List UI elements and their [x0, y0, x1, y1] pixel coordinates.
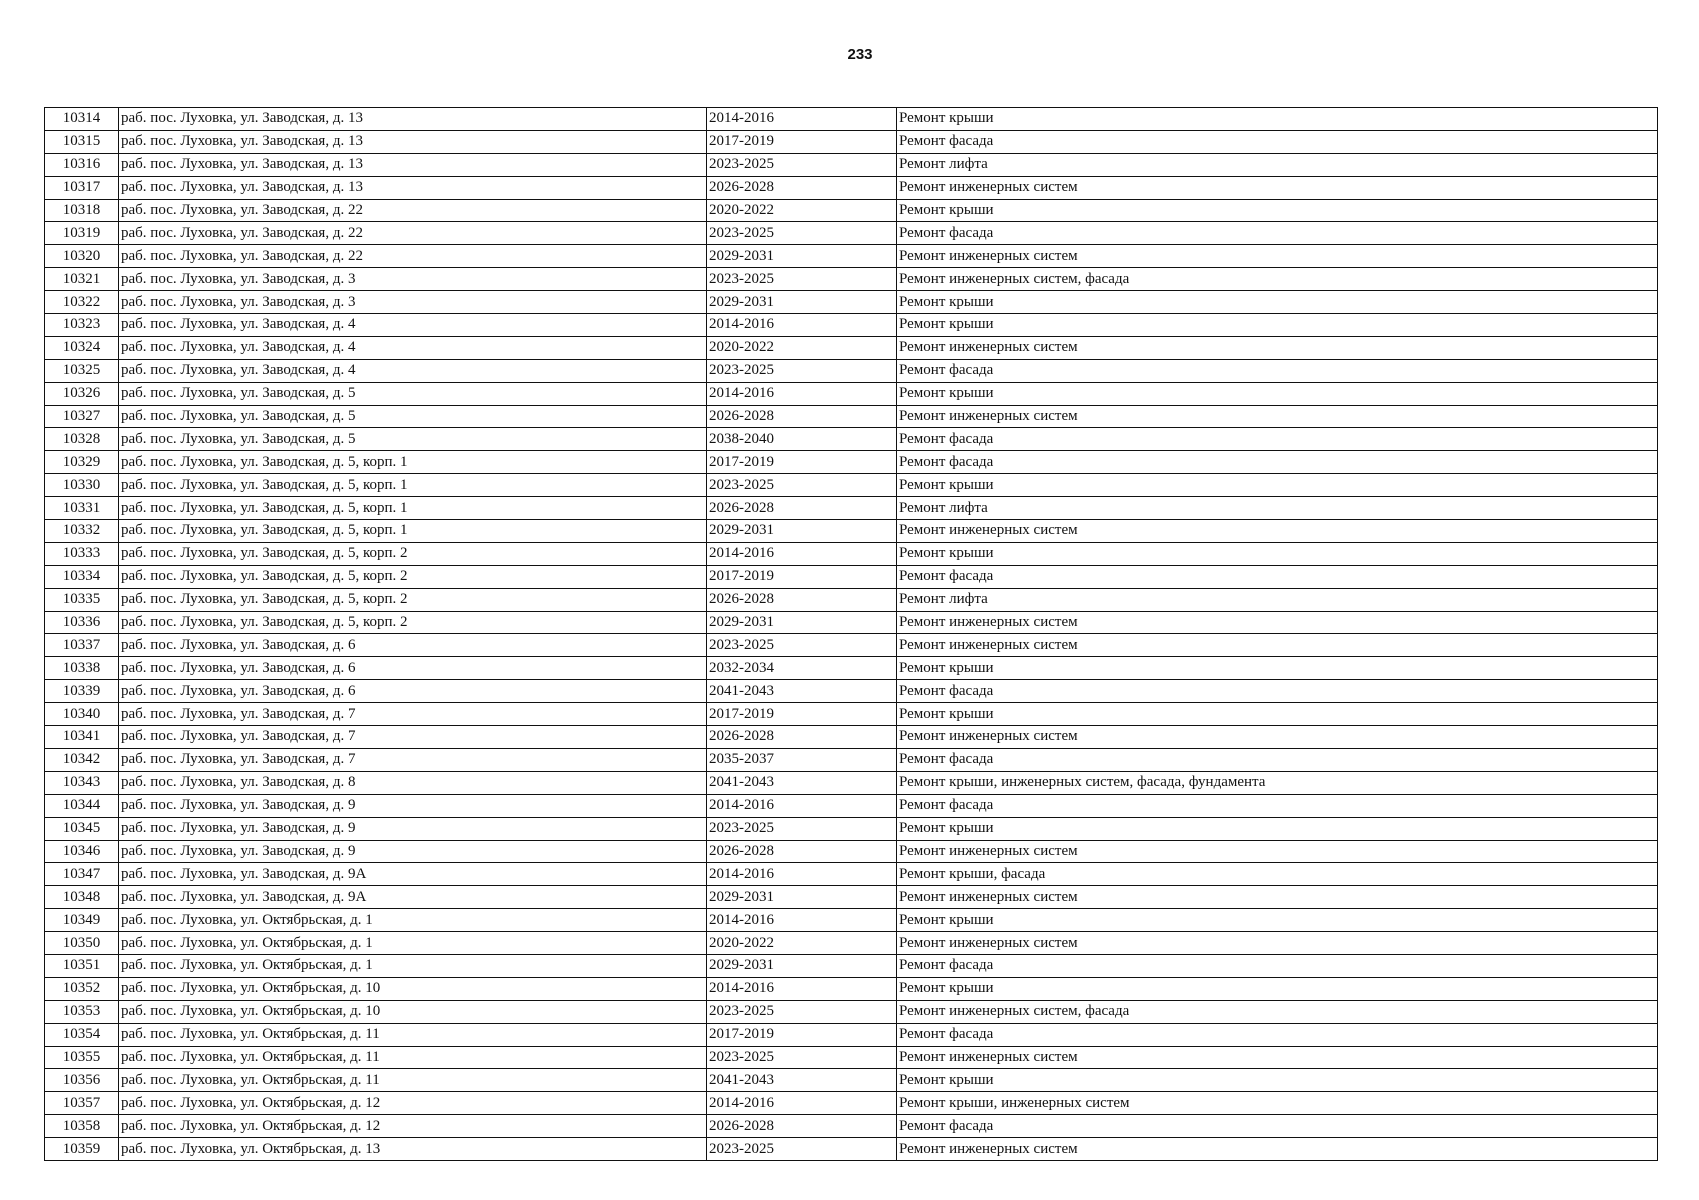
- table-row: [45, 954, 1658, 977]
- table-row: [45, 817, 1658, 840]
- period-cell: 2026-2028: [707, 588, 897, 611]
- row-number-cell: 10334: [45, 565, 119, 588]
- address-cell: раб. пос. Луховка, ул. Заводская, д. 4: [119, 359, 707, 382]
- work-type-cell: Ремонт инженерных систем: [897, 611, 1658, 634]
- row-number-cell: 10357: [45, 1092, 119, 1115]
- address-cell: раб. пос. Луховка, ул. Октябрьская, д. 1: [119, 954, 707, 977]
- table-row: [45, 588, 1658, 611]
- period-cell: 2026-2028: [707, 405, 897, 428]
- work-type-cell: Ремонт крыши: [897, 108, 1658, 131]
- table-row: [45, 291, 1658, 314]
- period-cell: 2014-2016: [707, 542, 897, 565]
- address-cell: раб. пос. Луховка, ул. Октябрьская, д. 13: [119, 1138, 707, 1161]
- work-type-cell: Ремонт крыши: [897, 817, 1658, 840]
- period-cell: 2023-2025: [707, 634, 897, 657]
- row-number-cell: 10317: [45, 176, 119, 199]
- address-cell: раб. пос. Луховка, ул. Заводская, д. 5: [119, 428, 707, 451]
- work-type-cell: Ремонт инженерных систем: [897, 176, 1658, 199]
- row-number-cell: 10350: [45, 932, 119, 955]
- address-cell: раб. пос. Луховка, ул. Заводская, д. 5, корп. 2: [119, 588, 707, 611]
- row-number-cell: 10355: [45, 1046, 119, 1069]
- address-cell: раб. пос. Луховка, ул. Заводская, д. 13: [119, 130, 707, 153]
- address-cell: раб. пос. Луховка, ул. Заводская, д. 5, корп. 2: [119, 611, 707, 634]
- period-cell: 2014-2016: [707, 977, 897, 1000]
- address-cell: раб. пос. Луховка, ул. Заводская, д. 4: [119, 336, 707, 359]
- period-cell: 2023-2025: [707, 1138, 897, 1161]
- row-number-cell: 10335: [45, 588, 119, 611]
- period-cell: 2014-2016: [707, 794, 897, 817]
- work-type-cell: Ремонт фасада: [897, 565, 1658, 588]
- address-cell: раб. пос. Луховка, ул. Заводская, д. 13: [119, 153, 707, 176]
- work-type-cell: Ремонт инженерных систем: [897, 520, 1658, 543]
- table-row: [45, 1138, 1658, 1161]
- period-cell: 2026-2028: [707, 726, 897, 749]
- row-number-cell: 10345: [45, 817, 119, 840]
- address-cell: раб. пос. Луховка, ул. Октябрьская, д. 11: [119, 1069, 707, 1092]
- address-cell: раб. пос. Луховка, ул. Заводская, д. 9: [119, 840, 707, 863]
- work-type-cell: Ремонт фасада: [897, 1023, 1658, 1046]
- row-number-cell: 10324: [45, 336, 119, 359]
- row-number-cell: 10359: [45, 1138, 119, 1161]
- address-cell: раб. пос. Луховка, ул. Заводская, д. 5, корп. 1: [119, 520, 707, 543]
- work-type-cell: Ремонт крыши, инженерных систем: [897, 1092, 1658, 1115]
- row-number-cell: 10356: [45, 1069, 119, 1092]
- work-type-cell: Ремонт фасада: [897, 222, 1658, 245]
- row-number-cell: 10347: [45, 863, 119, 886]
- table-row: [45, 359, 1658, 382]
- work-type-cell: Ремонт крыши: [897, 382, 1658, 405]
- work-type-cell: Ремонт инженерных систем: [897, 886, 1658, 909]
- period-cell: 2017-2019: [707, 451, 897, 474]
- page-number: 233: [847, 46, 873, 63]
- table-row: [45, 886, 1658, 909]
- address-cell: раб. пос. Луховка, ул. Заводская, д. 7: [119, 748, 707, 771]
- row-number-cell: 10323: [45, 314, 119, 337]
- table-row: [45, 520, 1658, 543]
- row-number-cell: 10341: [45, 726, 119, 749]
- period-cell: 2029-2031: [707, 954, 897, 977]
- period-cell: 2014-2016: [707, 909, 897, 932]
- address-cell: раб. пос. Луховка, ул. Заводская, д. 6: [119, 634, 707, 657]
- work-type-cell: Ремонт крыши: [897, 291, 1658, 314]
- row-number-cell: 10338: [45, 657, 119, 680]
- work-type-cell: Ремонт фасада: [897, 359, 1658, 382]
- work-type-cell: Ремонт крыши: [897, 474, 1658, 497]
- work-type-cell: Ремонт инженерных систем: [897, 336, 1658, 359]
- address-cell: раб. пос. Луховка, ул. Заводская, д. 13: [119, 108, 707, 131]
- table-row: [45, 726, 1658, 749]
- table-row: [45, 130, 1658, 153]
- period-cell: 2023-2025: [707, 474, 897, 497]
- address-cell: раб. пос. Луховка, ул. Октябрьская, д. 11: [119, 1023, 707, 1046]
- address-cell: раб. пос. Луховка, ул. Заводская, д. 6: [119, 657, 707, 680]
- row-number-cell: 10322: [45, 291, 119, 314]
- work-type-cell: Ремонт инженерных систем: [897, 405, 1658, 428]
- table-row: [45, 1046, 1658, 1069]
- table-row: [45, 634, 1658, 657]
- row-number-cell: 10329: [45, 451, 119, 474]
- work-type-cell: Ремонт крыши: [897, 542, 1658, 565]
- work-type-cell: Ремонт инженерных систем: [897, 245, 1658, 268]
- address-cell: раб. пос. Луховка, ул. Заводская, д. 5, корп. 1: [119, 474, 707, 497]
- period-cell: 2014-2016: [707, 314, 897, 337]
- address-cell: раб. пос. Луховка, ул. Заводская, д. 13: [119, 176, 707, 199]
- row-number-cell: 10328: [45, 428, 119, 451]
- period-cell: 2026-2028: [707, 840, 897, 863]
- period-cell: 2041-2043: [707, 680, 897, 703]
- work-type-cell: Ремонт лифта: [897, 497, 1658, 520]
- address-cell: раб. пос. Луховка, ул. Заводская, д. 5: [119, 405, 707, 428]
- period-cell: 2026-2028: [707, 1115, 897, 1138]
- row-number-cell: 10316: [45, 153, 119, 176]
- period-cell: 2017-2019: [707, 1023, 897, 1046]
- table-row: [45, 405, 1658, 428]
- row-number-cell: 10314: [45, 108, 119, 131]
- work-type-cell: Ремонт инженерных систем: [897, 840, 1658, 863]
- table-row: [45, 314, 1658, 337]
- row-number-cell: 10343: [45, 771, 119, 794]
- period-cell: 2029-2031: [707, 611, 897, 634]
- table-row: [45, 1092, 1658, 1115]
- row-number-cell: 10346: [45, 840, 119, 863]
- table-row: [45, 703, 1658, 726]
- period-cell: 2038-2040: [707, 428, 897, 451]
- address-cell: раб. пос. Луховка, ул. Заводская, д. 22: [119, 222, 707, 245]
- row-number-cell: 10321: [45, 268, 119, 291]
- work-type-cell: Ремонт фасада: [897, 680, 1658, 703]
- address-cell: раб. пос. Луховка, ул. Октябрьская, д. 11: [119, 1046, 707, 1069]
- address-cell: раб. пос. Луховка, ул. Заводская, д. 9: [119, 817, 707, 840]
- period-cell: 2023-2025: [707, 817, 897, 840]
- table-row: [45, 1000, 1658, 1023]
- work-type-cell: Ремонт фасада: [897, 794, 1658, 817]
- table-row: [45, 748, 1658, 771]
- address-cell: раб. пос. Луховка, ул. Заводская, д. 3: [119, 291, 707, 314]
- period-cell: 2026-2028: [707, 176, 897, 199]
- period-cell: 2017-2019: [707, 565, 897, 588]
- row-number-cell: 10327: [45, 405, 119, 428]
- period-cell: 2017-2019: [707, 130, 897, 153]
- work-type-cell: Ремонт фасада: [897, 428, 1658, 451]
- repair-schedule-table: [44, 107, 1658, 1161]
- row-number-cell: 10325: [45, 359, 119, 382]
- address-cell: раб. пос. Луховка, ул. Октябрьская, д. 12: [119, 1092, 707, 1115]
- table-row: [45, 382, 1658, 405]
- address-cell: раб. пос. Луховка, ул. Заводская, д. 5, корп. 2: [119, 565, 707, 588]
- table-row: [45, 245, 1658, 268]
- period-cell: 2029-2031: [707, 245, 897, 268]
- row-number-cell: 10326: [45, 382, 119, 405]
- work-type-cell: Ремонт фасада: [897, 451, 1658, 474]
- address-cell: раб. пос. Луховка, ул. Заводская, д. 9А: [119, 863, 707, 886]
- work-type-cell: Ремонт крыши: [897, 199, 1658, 222]
- table-row: [45, 565, 1658, 588]
- period-cell: 2041-2043: [707, 771, 897, 794]
- address-cell: раб. пос. Луховка, ул. Заводская, д. 6: [119, 680, 707, 703]
- period-cell: 2023-2025: [707, 153, 897, 176]
- table-row: [45, 153, 1658, 176]
- row-number-cell: 10351: [45, 954, 119, 977]
- period-cell: 2023-2025: [707, 222, 897, 245]
- table-row: [45, 977, 1658, 1000]
- work-type-cell: Ремонт фасада: [897, 130, 1658, 153]
- address-cell: раб. пос. Луховка, ул. Октябрьская, д. 10: [119, 1000, 707, 1023]
- period-cell: 2032-2034: [707, 657, 897, 680]
- table-row: [45, 542, 1658, 565]
- work-type-cell: Ремонт фасада: [897, 748, 1658, 771]
- row-number-cell: 10337: [45, 634, 119, 657]
- period-cell: 2014-2016: [707, 863, 897, 886]
- work-type-cell: Ремонт крыши: [897, 909, 1658, 932]
- work-type-cell: Ремонт инженерных систем: [897, 634, 1658, 657]
- table-row: [45, 863, 1658, 886]
- address-cell: раб. пос. Луховка, ул. Заводская, д. 9А: [119, 886, 707, 909]
- address-cell: раб. пос. Луховка, ул. Заводская, д. 5, корп. 1: [119, 451, 707, 474]
- table-row: [45, 451, 1658, 474]
- work-type-cell: Ремонт фасада: [897, 1115, 1658, 1138]
- row-number-cell: 10331: [45, 497, 119, 520]
- address-cell: раб. пос. Луховка, ул. Октябрьская, д. 1: [119, 932, 707, 955]
- period-cell: 2026-2028: [707, 497, 897, 520]
- period-cell: 2023-2025: [707, 268, 897, 291]
- address-cell: раб. пос. Луховка, ул. Заводская, д. 7: [119, 726, 707, 749]
- work-type-cell: Ремонт крыши: [897, 703, 1658, 726]
- address-cell: раб. пос. Луховка, ул. Октябрьская, д. 1: [119, 909, 707, 932]
- row-number-cell: 10319: [45, 222, 119, 245]
- address-cell: раб. пос. Луховка, ул. Заводская, д. 7: [119, 703, 707, 726]
- address-cell: раб. пос. Луховка, ул. Заводская, д. 5: [119, 382, 707, 405]
- table-row: [45, 1023, 1658, 1046]
- address-cell: раб. пос. Луховка, ул. Заводская, д. 5, корп. 1: [119, 497, 707, 520]
- row-number-cell: 10352: [45, 977, 119, 1000]
- row-number-cell: 10358: [45, 1115, 119, 1138]
- address-cell: раб. пос. Луховка, ул. Заводская, д. 22: [119, 199, 707, 222]
- row-number-cell: 10342: [45, 748, 119, 771]
- table-row: [45, 336, 1658, 359]
- table-row: [45, 1115, 1658, 1138]
- work-type-cell: Ремонт фасада: [897, 954, 1658, 977]
- row-number-cell: 10354: [45, 1023, 119, 1046]
- work-type-cell: Ремонт инженерных систем: [897, 932, 1658, 955]
- period-cell: 2023-2025: [707, 1000, 897, 1023]
- table-row: [45, 1069, 1658, 1092]
- table-row: [45, 428, 1658, 451]
- period-cell: 2014-2016: [707, 108, 897, 131]
- table-row: [45, 497, 1658, 520]
- table-row: [45, 932, 1658, 955]
- period-cell: 2029-2031: [707, 291, 897, 314]
- period-cell: 2029-2031: [707, 886, 897, 909]
- table-row: [45, 794, 1658, 817]
- period-cell: 2020-2022: [707, 199, 897, 222]
- work-type-cell: Ремонт инженерных систем: [897, 726, 1658, 749]
- row-number-cell: 10339: [45, 680, 119, 703]
- table-row: [45, 108, 1658, 131]
- row-number-cell: 10353: [45, 1000, 119, 1023]
- table-row: [45, 176, 1658, 199]
- work-type-cell: Ремонт крыши: [897, 1069, 1658, 1092]
- period-cell: 2023-2025: [707, 1046, 897, 1069]
- work-type-cell: Ремонт крыши: [897, 657, 1658, 680]
- address-cell: раб. пос. Луховка, ул. Заводская, д. 4: [119, 314, 707, 337]
- table-row: [45, 680, 1658, 703]
- table-row: [45, 199, 1658, 222]
- work-type-cell: Ремонт лифта: [897, 588, 1658, 611]
- period-cell: 2029-2031: [707, 520, 897, 543]
- period-cell: 2014-2016: [707, 382, 897, 405]
- period-cell: 2017-2019: [707, 703, 897, 726]
- address-cell: раб. пос. Луховка, ул. Заводская, д. 8: [119, 771, 707, 794]
- work-type-cell: Ремонт крыши: [897, 977, 1658, 1000]
- period-cell: 2020-2022: [707, 336, 897, 359]
- row-number-cell: 10320: [45, 245, 119, 268]
- row-number-cell: 10349: [45, 909, 119, 932]
- address-cell: раб. пос. Луховка, ул. Октябрьская, д. 12: [119, 1115, 707, 1138]
- row-number-cell: 10330: [45, 474, 119, 497]
- table-row: [45, 222, 1658, 245]
- work-type-cell: Ремонт крыши, инженерных систем, фасада, фундамента: [897, 771, 1658, 794]
- row-number-cell: 10315: [45, 130, 119, 153]
- work-type-cell: Ремонт лифта: [897, 153, 1658, 176]
- table-row: [45, 657, 1658, 680]
- table-row: [45, 840, 1658, 863]
- row-number-cell: 10348: [45, 886, 119, 909]
- table-row: [45, 611, 1658, 634]
- work-type-cell: Ремонт инженерных систем, фасада: [897, 1000, 1658, 1023]
- table-body: [45, 108, 1658, 1161]
- period-cell: 2023-2025: [707, 359, 897, 382]
- work-type-cell: Ремонт крыши: [897, 314, 1658, 337]
- row-number-cell: 10318: [45, 199, 119, 222]
- period-cell: 2035-2037: [707, 748, 897, 771]
- address-cell: раб. пос. Луховка, ул. Заводская, д. 9: [119, 794, 707, 817]
- row-number-cell: 10333: [45, 542, 119, 565]
- table-row: [45, 909, 1658, 932]
- work-type-cell: Ремонт инженерных систем: [897, 1046, 1658, 1069]
- period-cell: 2020-2022: [707, 932, 897, 955]
- row-number-cell: 10336: [45, 611, 119, 634]
- work-type-cell: Ремонт инженерных систем, фасада: [897, 268, 1658, 291]
- table-row: [45, 268, 1658, 291]
- period-cell: 2041-2043: [707, 1069, 897, 1092]
- work-type-cell: Ремонт крыши, фасада: [897, 863, 1658, 886]
- address-cell: раб. пос. Луховка, ул. Заводская, д. 5, корп. 2: [119, 542, 707, 565]
- address-cell: раб. пос. Луховка, ул. Заводская, д. 22: [119, 245, 707, 268]
- address-cell: раб. пос. Луховка, ул. Октябрьская, д. 10: [119, 977, 707, 1000]
- address-cell: раб. пос. Луховка, ул. Заводская, д. 3: [119, 268, 707, 291]
- table-row: [45, 771, 1658, 794]
- table-row: [45, 474, 1658, 497]
- row-number-cell: 10344: [45, 794, 119, 817]
- work-type-cell: Ремонт инженерных систем: [897, 1138, 1658, 1161]
- row-number-cell: 10340: [45, 703, 119, 726]
- period-cell: 2014-2016: [707, 1092, 897, 1115]
- row-number-cell: 10332: [45, 520, 119, 543]
